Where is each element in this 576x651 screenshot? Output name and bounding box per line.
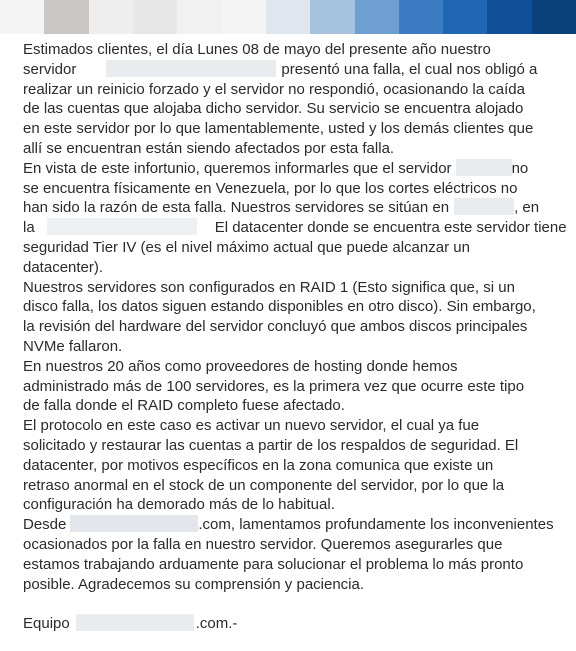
banner-swatch xyxy=(266,0,310,34)
text-line: retraso anormal en el stock de un componente del servidor, por lo que la xyxy=(23,476,505,494)
text-line: realizar un reinicio forzado y el servidor no respondió, ocasionando la caída xyxy=(23,80,525,98)
redacted-location xyxy=(454,198,514,215)
text-segment: servidor xyxy=(23,60,77,78)
text-line: de las cuentas que alojaba dicho servidor. Su servicio se encuentra alojado xyxy=(23,100,524,118)
text-line xyxy=(23,515,571,535)
text-line: la revisión del hardware del servidor concluyó que ambos discos principales xyxy=(23,318,528,336)
redacted-company-name xyxy=(76,614,194,631)
text-line: Estimados clientes, el día Lunes 08 de mayo del presente año nuestro xyxy=(23,41,491,58)
banner-swatch xyxy=(222,0,266,34)
text-line: Nuestros servidores son configurados en RAID 1 (Esto significa que, si un xyxy=(23,278,515,296)
banner-swatch xyxy=(443,0,487,34)
redacted-location xyxy=(47,218,197,235)
text-line: allí se encuentran están siendo afectados por esta falla. xyxy=(23,139,395,157)
text-line: de falla donde el RAID completo fuese afectado. xyxy=(23,397,345,415)
text-segment: , en xyxy=(514,199,540,217)
banner-swatch xyxy=(355,0,399,34)
text-segment: El datacenter donde se encuentra este servidor tiene xyxy=(214,219,567,237)
banner-swatch xyxy=(177,0,221,34)
text-line xyxy=(23,159,571,179)
redacted-server-name xyxy=(456,159,512,176)
text-segment: En vista de este infortunio, queremos informarles que el servidor xyxy=(23,159,452,177)
text-line: solicitado y restaurar las cuentas a partir de los respaldos de seguridad. El xyxy=(23,436,519,454)
text-line: estamos trabajando arduamente para solucionar el problema lo más pronto xyxy=(23,555,524,573)
banner-swatch xyxy=(399,0,443,34)
text-segment: han sido la razón de esta falla. Nuestros servidores se sitúan en xyxy=(23,199,450,217)
text-line xyxy=(23,198,571,218)
text-line: seguridad Tier IV (es el nivel máximo actual que puede alcanzar un xyxy=(23,238,470,256)
text-line xyxy=(23,60,571,80)
text-segment: , lamentamos profundamente los inconvenientes xyxy=(230,516,554,534)
text-line: administrado más de 100 servidores, es la primera vez que ocurre este tipo xyxy=(23,377,525,395)
text-line: configuración ha demorado más de lo habitual. xyxy=(23,496,335,514)
banner-swatch xyxy=(310,0,354,34)
text-segment: Equipo xyxy=(23,615,70,633)
text-segment: .com xyxy=(198,516,231,534)
banner-swatch xyxy=(133,0,177,34)
banner-swatch xyxy=(487,0,531,34)
redacted-company-name xyxy=(70,515,198,532)
text-segment: presentó una falla, el cual nos obligó a xyxy=(281,60,538,78)
text-line: en este servidor por lo que lamentablemente, usted y los demás clientes que xyxy=(23,120,534,138)
announcement-text xyxy=(23,40,571,634)
text-line: se encuentra físicamente en Venezuela, por lo que los cortes eléctricos no xyxy=(23,179,518,197)
banner-swatch xyxy=(89,0,133,34)
text-line: disco falla, los datos siguen estando disponibles en otro disco). Sin embargo, xyxy=(23,298,536,316)
text-line xyxy=(23,218,571,238)
text-segment: la xyxy=(23,219,35,237)
redacted-server-name xyxy=(106,60,276,77)
text-line: El protocolo en este caso es activar un nuevo servidor, el cual ya fue xyxy=(23,417,480,435)
banner-swatch xyxy=(532,0,576,34)
banner-swatch xyxy=(0,0,44,34)
text-line: En nuestros 20 años como proveedores de hosting donde hemos xyxy=(23,357,458,375)
cropped-header-banner xyxy=(0,0,576,34)
text-line: posible. Agradecemos su comprensión y paciencia. xyxy=(23,575,365,593)
text-line: datacenter). xyxy=(23,258,104,276)
banner-swatch xyxy=(44,0,88,34)
text-line: datacenter, por motivos específicos en la zona comunica que existe un xyxy=(23,456,494,474)
blank-line xyxy=(23,594,571,614)
text-segment: no xyxy=(511,159,529,177)
text-line: NVMe fallaron. xyxy=(23,337,123,355)
text-line: ocasionados por la falla en nuestro servidor. Queremos asegurarles que xyxy=(23,535,503,553)
text-segment: .com.- xyxy=(195,615,238,633)
signature-line xyxy=(23,614,571,634)
text-segment: Desde xyxy=(23,516,67,534)
